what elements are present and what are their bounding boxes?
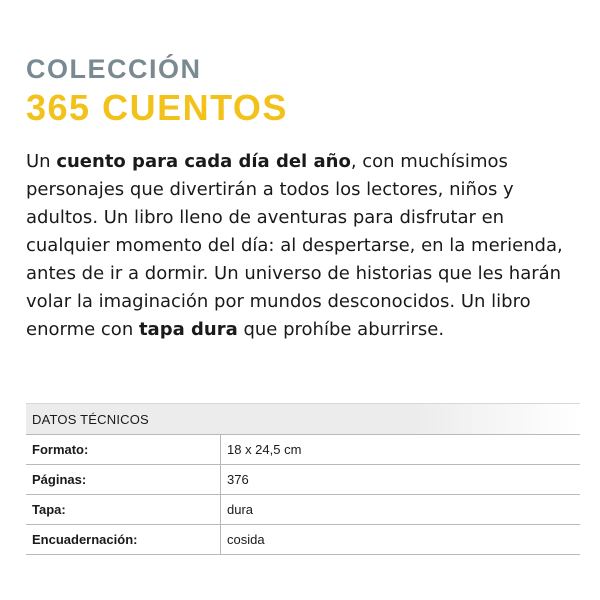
description-segment: Un: [26, 151, 57, 172]
table-row: [26, 465, 580, 495]
collection-label: COLECCIÓN: [26, 54, 202, 84]
description-segment: que prohíbe aburrirse.: [237, 319, 445, 340]
description-highlight: cuento para cada día del año: [56, 151, 351, 172]
spec-label-cover: Tapa:: [26, 495, 221, 525]
spec-value-pages: 376: [221, 465, 581, 495]
table-row: [26, 525, 580, 555]
spec-value-cover: dura: [221, 495, 581, 525]
table-row: [26, 435, 580, 465]
spec-label-binding: Encuadernación:: [26, 525, 221, 555]
spec-label-format: Formato:: [26, 435, 221, 465]
spec-value-binding: cosida: [221, 525, 581, 555]
technical-data-table: [26, 403, 580, 555]
table-row: [26, 495, 580, 525]
collection-title: 365 CUENTOS: [26, 87, 288, 128]
technical-data-header-row: [26, 404, 580, 435]
description-highlight: tapa dura: [138, 319, 238, 340]
technical-data-header: DATOS TÉCNICOS: [26, 404, 580, 435]
description-segment: , con muchísimos personajes que divertirán a todos los lectores, niños y adultos. Un libro lleno de aventuras para disfrutar en cualquier momento del día: al despertarse, en la merienda, antes de ir a dormir. Un universo de historias que les harán volar la imaginación por mundos desconocidos. Un libro enorme con: [26, 151, 563, 340]
book-description: [26, 148, 566, 344]
spec-value-format: 18 x 24,5 cm: [221, 435, 581, 465]
spec-label-pages: Páginas:: [26, 465, 221, 495]
